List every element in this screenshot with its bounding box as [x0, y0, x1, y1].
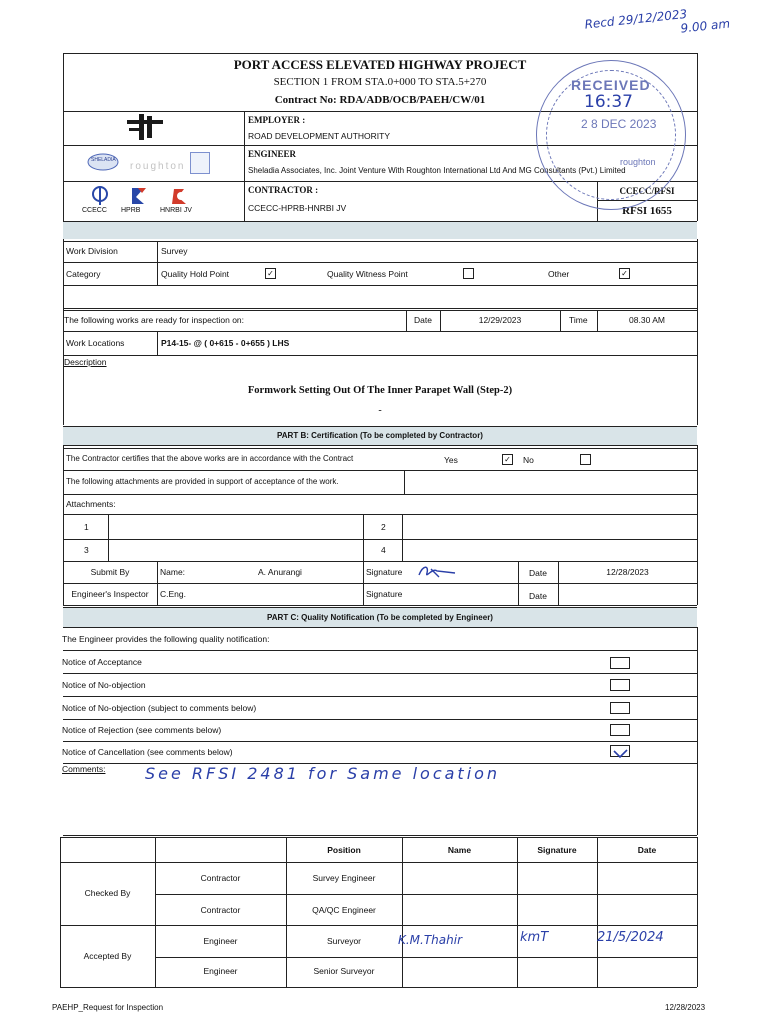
part-b-title: PART B: Certification (To be completed by Contractor) — [277, 431, 483, 440]
row4-position: Senior Surveyor — [313, 966, 375, 976]
submit-name-value: A. Anurangi — [258, 567, 302, 577]
col-signature: Signature — [537, 845, 577, 855]
project-title: PORT ACCESS ELEVATED HIGHWAY PROJECT — [233, 57, 527, 72]
col-name: Name — [447, 845, 472, 855]
engineer-value: Sheladia Associates, Inc. Joint Venture With Roughton International Ltd And MG Consultants (Pvt.) Limited — [248, 166, 626, 175]
quality-notification-intro: The Engineer provides the following quality notification: — [62, 634, 270, 644]
work-locations-label: Work Locations — [66, 338, 125, 348]
hold-point-checkbox[interactable]: ✓ — [265, 268, 276, 279]
employer-label: EMPLOYER : — [248, 115, 306, 125]
row2-org: Contractor — [200, 905, 241, 915]
witness-point-checkbox[interactable] — [463, 268, 474, 279]
sheladia-logo: SHELADIA — [87, 152, 119, 172]
row4-org: Engineer — [203, 966, 238, 976]
attachment-4: 4 — [381, 545, 386, 555]
submit-signature-label: Signature — [366, 567, 403, 577]
footer-form-name: PAEHP_Request for Inspection — [52, 1003, 164, 1012]
accepted-by-label: Accepted By — [83, 951, 132, 961]
row1-org: Contractor — [200, 873, 241, 883]
notice-acceptance-label: Notice of Acceptance — [62, 657, 142, 667]
notice-rejection-checkbox[interactable] — [610, 724, 630, 736]
submit-date-label: Date — [529, 568, 547, 578]
received-stamp: RECEIVED 16:37 2 8 DEC 2023 roughton — [536, 60, 686, 210]
attachment-3: 3 — [84, 545, 89, 555]
attachments-statement: The following attachments are provided in support of acceptance of the work. — [66, 477, 339, 486]
inspector-signature-label: Signature — [366, 589, 403, 599]
submit-signature-scrawl — [415, 563, 457, 581]
attachments-label: Attachments: — [66, 499, 116, 509]
handwritten-receipt-note: Recd 29/12/2023 9.00 am — [583, 6, 731, 36]
part-c-title: PART C: Quality Notification (To be completed by Engineer) — [267, 613, 493, 622]
contractor-value: CCECC-HPRB-HNRBI JV — [248, 203, 347, 213]
surveyor-signature: kmT — [520, 930, 549, 945]
attachment-1: 1 — [84, 522, 89, 532]
ready-for-inspection-label: The following works are ready for inspection on: — [64, 315, 245, 325]
submit-by-label: Submit By — [90, 567, 130, 577]
description-label: Description — [64, 357, 107, 367]
submit-date-value: 12/28/2023 — [606, 567, 649, 577]
certify-no-checkbox[interactable] — [580, 454, 591, 465]
hold-point-label: Quality Hold Point — [161, 269, 230, 279]
comments-value: See RFSI 2481 for Same location — [145, 764, 501, 783]
engineers-inspector-value: C.Eng. — [160, 589, 186, 599]
row3-position: Surveyor — [326, 936, 361, 946]
category-label: Category — [66, 269, 101, 279]
contractor-label: CONTRACTOR : — [248, 185, 319, 195]
ref-label: CCECC/RFSI — [619, 186, 675, 196]
attachment-2: 2 — [381, 522, 386, 532]
other-label: Other — [548, 269, 570, 279]
work-locations-value: P14-15- @ ( 0+615 - 0+655 ) LHS — [161, 338, 290, 348]
footer-date: 12/28/2023 — [665, 1003, 706, 1012]
description-dash: - — [378, 405, 382, 416]
certification-statement: The Contractor certifies that the above works are in accordance with the Contract — [66, 454, 354, 463]
inspection-date-label: Date — [414, 315, 432, 325]
notice-no-objection-comments-label: Notice of No-objection (subject to comments below) — [62, 703, 257, 713]
engineers-inspector-label: Engineer's Inspector — [71, 589, 149, 599]
engineer-label: ENGINEER — [248, 149, 297, 159]
inspection-time-label: Time — [569, 315, 588, 325]
work-division-label: Work Division — [66, 246, 118, 256]
row2-position: QA/QC Engineer — [312, 905, 376, 915]
roughton-logo: roughton — [130, 161, 186, 172]
inspection-date-value: 12/29/2023 — [478, 315, 522, 325]
certify-no-label: No — [523, 455, 534, 465]
contract-number: Contract No: RDA/ADB/OCB/PAEH/CW/01 — [274, 94, 486, 106]
submit-name-label: Name: — [160, 567, 186, 577]
notice-acceptance-checkbox[interactable] — [610, 657, 630, 669]
comments-label: Comments: — [62, 764, 106, 774]
notice-no-objection-checkbox[interactable] — [610, 679, 630, 691]
certify-yes-label: Yes — [444, 455, 458, 465]
surveyor-date: 21/5/2024 — [597, 930, 664, 945]
notice-no-objection-comments-checkbox[interactable] — [610, 702, 630, 714]
rda-logo — [125, 114, 165, 140]
surveyor-name: K.M.Thahir — [398, 933, 463, 947]
notice-rejection-label: Notice of Rejection (see comments below) — [62, 725, 222, 735]
work-division-value: Survey — [161, 246, 188, 256]
notice-cancellation-checkbox[interactable] — [610, 745, 630, 757]
checked-by-label: Checked By — [84, 888, 131, 898]
description-value: Formwork Setting Out Of The Inner Parapet Wall (Step-2) — [247, 385, 513, 396]
inspector-date-label: Date — [529, 591, 547, 601]
row3-org: Engineer — [203, 936, 238, 946]
other-checkbox[interactable]: ✓ — [619, 268, 630, 279]
inspection-time-value: 08.30 AM — [629, 315, 665, 325]
col-date: Date — [637, 845, 657, 855]
contractor-logos: CCECC HPRB HNRBI JV — [88, 185, 228, 217]
section-range: SECTION 1 FROM STA.0+000 TO STA.5+270 — [273, 76, 487, 88]
rfsi-number: RFSI 1655 — [622, 205, 672, 217]
col-position: Position — [327, 845, 361, 855]
mg-logo — [190, 152, 210, 174]
certify-yes-checkbox[interactable]: ✓ — [502, 454, 513, 465]
notice-cancellation-label: Notice of Cancellation (see comments below) — [62, 747, 233, 757]
witness-point-label: Quality Witness Point — [327, 269, 408, 279]
employer-value: ROAD DEVELOPMENT AUTHORITY — [248, 131, 391, 141]
notice-no-objection-label: Notice of No-objection — [62, 680, 146, 690]
row1-position: Survey Engineer — [312, 873, 376, 883]
